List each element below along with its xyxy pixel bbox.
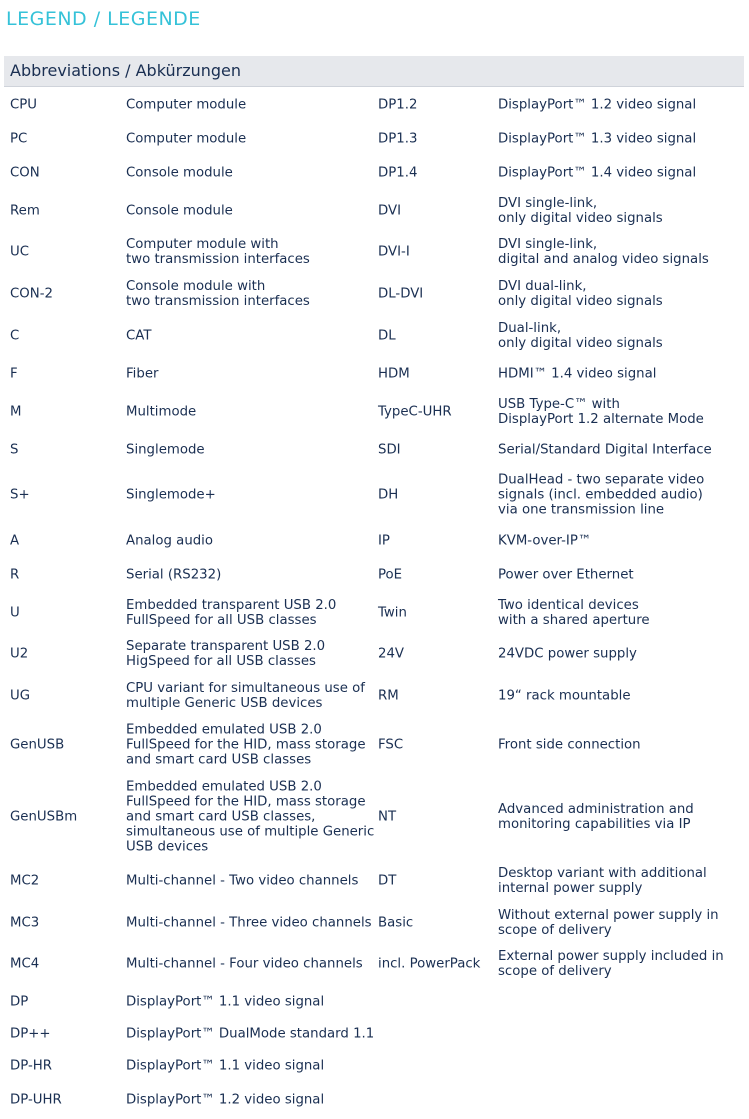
meaning-cell: 19“ rack mountable	[498, 688, 631, 704]
abbreviations-panel	[4, 56, 744, 1117]
abbr-cell: PC	[10, 131, 28, 147]
panel-header-label: Abbreviations / Abkürzungen	[10, 61, 242, 80]
meaning-cell: Singlemode+	[126, 487, 216, 503]
meaning-cell: Multi-channel - Two video channels	[126, 873, 359, 889]
meaning-cell: Console module with two transmission interfaces	[126, 279, 310, 309]
abbr-cell: CON	[10, 165, 40, 181]
abbr-cell: R	[10, 567, 20, 583]
abbr-cell: DH	[378, 487, 399, 503]
abbr-cell: CON-2	[10, 286, 53, 302]
abbr-cell: DP1.3	[378, 131, 418, 147]
meaning-cell: Multimode	[126, 404, 197, 420]
meaning-cell: Power over Ethernet	[498, 567, 634, 583]
meaning-cell: Embedded emulated USB 2.0 FullSpeed for the HID, mass storage and smart card USB classes, simultaneous use of multiple Generic USB devices	[126, 779, 375, 855]
meaning-cell: DualHead - two separate video signals (incl. embedded audio) via one transmission line	[498, 472, 705, 518]
abbr-cell: DP-HR	[10, 1058, 53, 1074]
abbr-cell: S	[10, 442, 19, 458]
meaning-cell: Computer module with two transmission interfaces	[126, 237, 310, 267]
abbr-cell: IP	[378, 533, 390, 549]
meaning-cell: CPU variant for simultaneous use of multiple Generic USB devices	[126, 681, 365, 711]
abbr-cell: SDI	[378, 442, 401, 458]
meaning-cell: Embedded transparent USB 2.0 FullSpeed for all USB classes	[126, 598, 337, 628]
abbr-cell: U2	[10, 646, 29, 662]
abbr-cell: DL-DVI	[378, 286, 424, 302]
abbr-cell: incl. PowerPack	[378, 956, 481, 972]
meaning-cell: DVI single-link, digital and analog video signals	[498, 237, 709, 267]
meaning-cell: DisplayPort™ 1.4 video signal	[498, 165, 697, 181]
meaning-cell: Fiber	[126, 366, 159, 382]
meaning-cell: DisplayPort™ 1.2 video signal	[498, 97, 697, 113]
meaning-cell: Desktop variant with additional internal power supply	[498, 866, 707, 896]
meaning-cell: Computer module	[126, 97, 247, 113]
meaning-cell: Separate transparent USB 2.0 HigSpeed for all USB classes	[126, 639, 326, 669]
abbreviations-table	[4, 56, 744, 1117]
abbr-cell: MC3	[10, 915, 40, 931]
abbr-cell: Rem	[10, 203, 40, 219]
abbr-cell: RM	[378, 688, 399, 704]
abbr-cell: PoE	[378, 567, 403, 583]
meaning-cell: CAT	[126, 328, 152, 344]
abbr-cell: CPU	[10, 97, 38, 113]
abbr-cell: F	[10, 366, 18, 382]
meaning-cell: Console module	[126, 203, 233, 219]
meaning-cell: Multi-channel - Three video channels	[126, 915, 372, 931]
meaning-cell: Without external power supply in scope of delivery	[498, 908, 719, 938]
meaning-cell: DisplayPort™ 1.1 video signal	[126, 1058, 325, 1074]
abbr-cell: Basic	[378, 915, 414, 931]
meaning-cell: DisplayPort™ 1.1 video signal	[126, 994, 325, 1010]
meaning-cell: Embedded emulated USB 2.0 FullSpeed for the HID, mass storage and smart card USB classes	[126, 722, 366, 768]
meaning-cell: Serial (RS232)	[126, 567, 222, 583]
meaning-cell: Computer module	[126, 131, 247, 147]
meaning-cell: DisplayPort™ DualMode standard 1.1	[126, 1026, 375, 1042]
abbr-cell: M	[10, 404, 22, 420]
meaning-cell: DVI single-link, only digital video signals	[498, 196, 663, 226]
meaning-cell: DVI dual-link, only digital video signals	[498, 279, 663, 309]
abbr-cell: FSC	[378, 737, 404, 753]
abbr-cell: DP1.2	[378, 97, 418, 113]
meaning-cell: HDMI™ 1.4 video signal	[498, 366, 657, 382]
meaning-cell: Serial/Standard Digital Interface	[498, 442, 712, 458]
abbr-cell: DVI	[378, 203, 402, 219]
meaning-cell: Singlemode	[126, 442, 205, 458]
abbr-cell: C	[10, 328, 20, 344]
abbr-cell: U	[10, 605, 20, 621]
abbr-cell: TypeC-UHR	[378, 404, 452, 420]
abbr-cell: DT	[378, 873, 397, 889]
meaning-cell: Front side connection	[498, 737, 641, 753]
abbr-cell: DP-UHR	[10, 1092, 62, 1108]
abbr-cell: 24V	[378, 646, 405, 662]
meaning-cell: Analog audio	[126, 533, 214, 549]
meaning-cell: External power supply included in scope of delivery	[498, 949, 724, 979]
abbr-cell: MC2	[10, 873, 40, 889]
meaning-cell: DisplayPort™ 1.2 video signal	[126, 1092, 325, 1108]
meaning-cell: Dual-link, only digital video signals	[498, 321, 663, 351]
abbr-cell: DP	[10, 994, 29, 1010]
abbr-cell: DL	[378, 328, 396, 344]
abbr-cell: UG	[10, 688, 31, 704]
abbr-cell: A	[10, 533, 20, 549]
meaning-cell: Multi-channel - Four video channels	[126, 956, 363, 972]
abbr-cell: DP++	[10, 1026, 51, 1042]
abbr-cell: GenUSBm	[10, 809, 78, 825]
abbr-cell: UC	[10, 244, 30, 260]
meaning-cell: DisplayPort™ 1.3 video signal	[498, 131, 697, 147]
meaning-cell: USB Type-C™ with DisplayPort 1.2 alternate Mode	[498, 397, 704, 427]
abbr-cell: NT	[378, 809, 397, 825]
meaning-cell: 24VDC power supply	[498, 646, 637, 662]
meaning-cell: Advanced administration and monitoring capabilities via IP	[498, 802, 694, 832]
abbr-cell: GenUSB	[10, 737, 65, 753]
abbr-cell: DVI-I	[378, 244, 410, 260]
abbr-cell: Twin	[378, 605, 407, 621]
meaning-cell: Two identical devices with a shared aperture	[498, 598, 650, 628]
meaning-cell: Console module	[126, 165, 233, 181]
abbr-cell: DP1.4	[378, 165, 418, 181]
abbr-cell: S+	[10, 487, 30, 503]
page-title: LEGEND / LEGENDE	[6, 8, 201, 30]
abbr-cell: MC4	[10, 956, 40, 972]
meaning-cell: KVM-over-IP™	[498, 533, 592, 549]
abbr-cell: HDM	[378, 366, 410, 382]
